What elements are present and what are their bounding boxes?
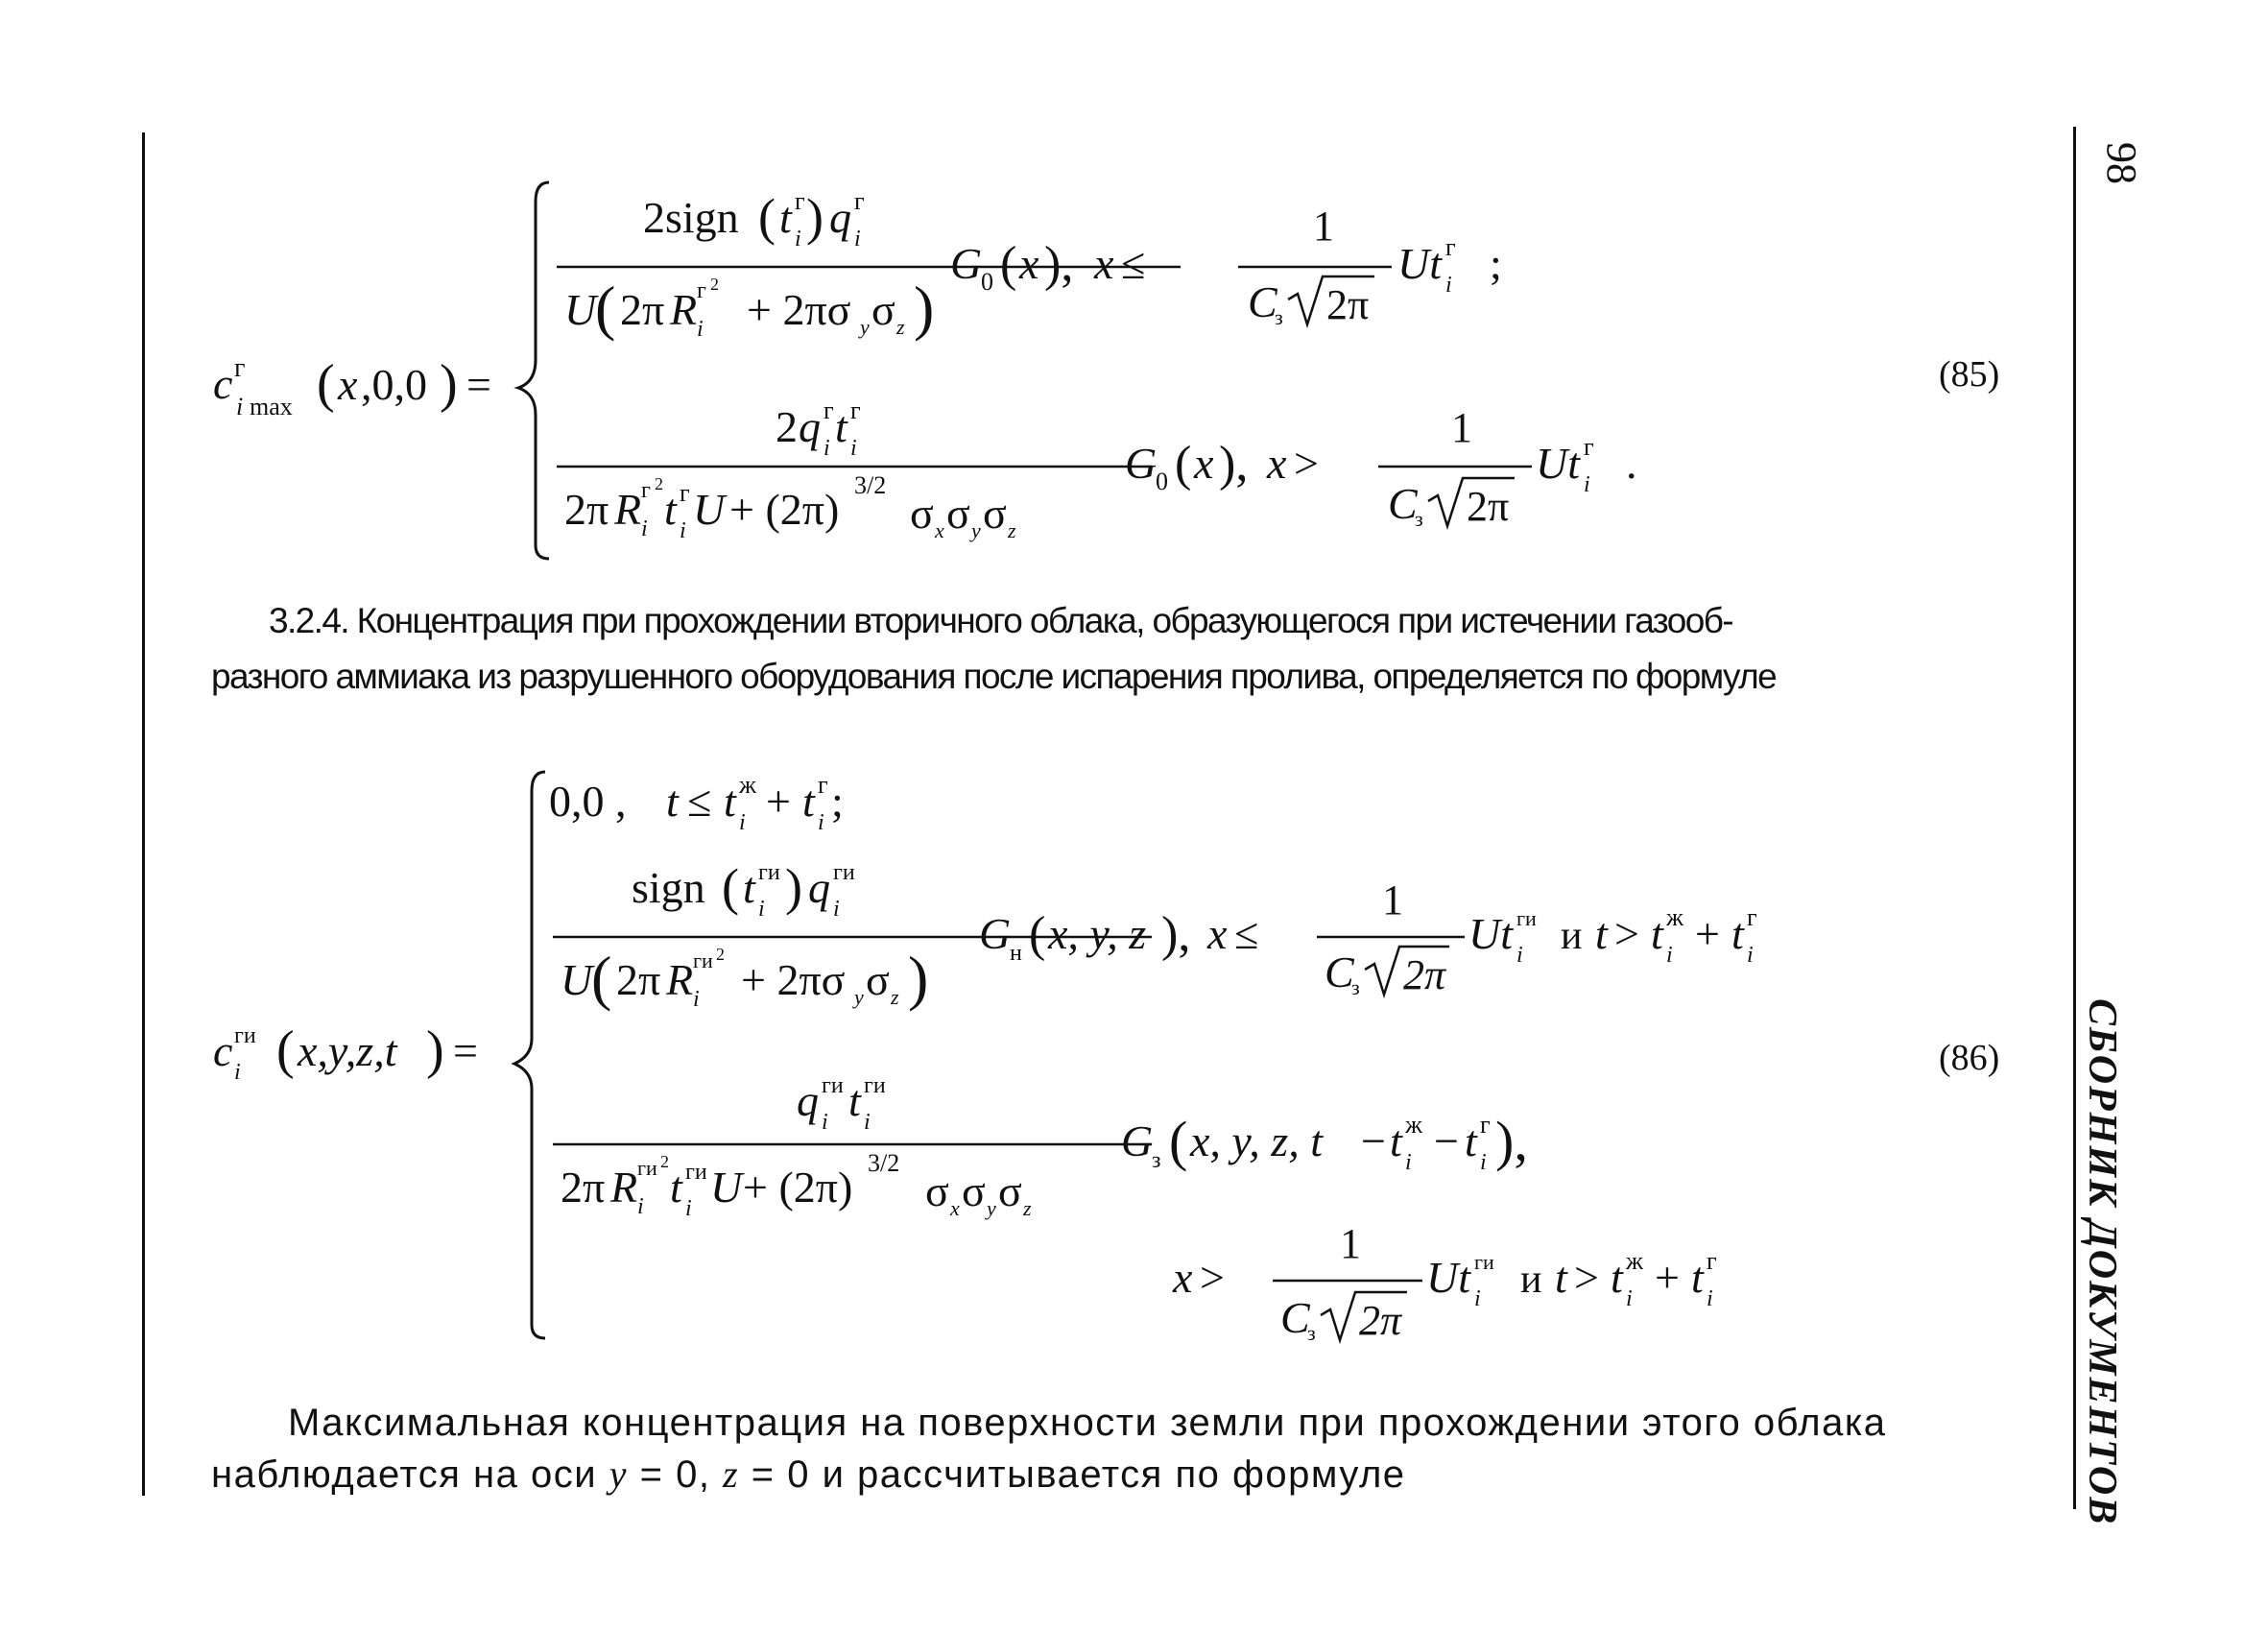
svg-text:i: i [758,897,765,922]
running-head: СБОРНИК ДОКУМЕНТОВ [2080,998,2124,1526]
svg-text:σ: σ [871,285,895,334]
svg-text:3/2: 3/2 [868,1149,900,1177]
svg-text:i: i [818,810,824,835]
svg-text:t: t [802,777,815,826]
svg-text:ги: ги [864,1073,886,1098]
svg-text:): ) [440,354,458,414]
svg-text:Ut: Ut [1397,239,1442,288]
svg-text:i: i [854,227,861,252]
svg-text:1: 1 [1382,876,1403,924]
svg-text:i: i [1666,943,1673,968]
svg-text:t: t [848,1076,861,1125]
svg-text:t: t [724,777,736,826]
svg-text:ги: ги [685,1160,707,1185]
svg-text:t: t [664,485,677,534]
svg-text:y: y [860,315,870,339]
svg-text:R: R [670,285,698,334]
svg-text:2π: 2π [1467,483,1510,530]
svg-text:+ 2πσ: + 2πσ [741,955,846,1004]
svg-text:q: q [797,1076,819,1125]
svg-text:c: c [213,1026,233,1075]
eq85-case1 [557,187,1502,342]
svg-text:2: 2 [776,402,798,451]
svg-text:2π: 2π [620,285,665,334]
svg-text:0: 0 [1156,468,1168,495]
svg-text:ж: ж [1666,903,1683,931]
svg-text:t: t [666,777,679,826]
svg-text:C: C [1388,479,1418,528]
svg-text:+ (2π): + (2π) [729,485,840,534]
svg-text:i: i [680,518,686,543]
svg-text:н: н [1010,941,1022,966]
svg-text:г: г [850,396,861,424]
svg-text:ги: ги [1474,1250,1494,1274]
svg-text:σ: σ [998,1166,1022,1215]
var-y: y [609,1452,628,1496]
svg-text:Ut: Ut [1468,909,1513,958]
svg-text:i: i [641,516,648,541]
svg-text:ги: ги [1516,906,1537,930]
svg-text:i: i [637,1194,644,1219]
svg-text:(: ( [595,274,616,342]
svg-text:ги: ги [693,948,713,972]
svg-text:2π: 2π [616,955,661,1004]
eq86-lhs [213,1020,478,1085]
svg-text:z: z [896,315,905,339]
line2-suffix: и рассчитывается по формуле [809,1453,1406,1496]
eq86-case3-condition [1172,1220,1717,1345]
svg-text:y: y [971,518,981,542]
svg-text:ж: ж [1405,1111,1422,1139]
svg-text:x, y, z, t: x, y, z, t [1190,1116,1323,1165]
line2-prefix: наблюдается на оси [211,1453,609,1496]
svg-text:q: q [799,402,821,451]
svg-text:t: t [779,193,792,242]
svg-text:x: x [1207,909,1228,958]
svg-text:,0,0: ,0,0 [361,360,427,409]
svg-text:2: 2 [660,1152,669,1171]
svg-text:г: г [1747,903,1757,931]
svg-text:(: ( [758,188,776,246]
svg-text:−: − [1434,1116,1459,1165]
svg-text:i: i [1480,1150,1487,1175]
svg-text:q: q [808,863,830,912]
svg-text:i: i [864,1110,871,1135]
svg-text:σ: σ [946,489,970,538]
svg-text:3/2: 3/2 [854,471,887,499]
svg-text:г: г [824,396,834,424]
svg-text:x,y,z,t: x,y,z,t [298,1026,397,1075]
svg-text:),: ), [1161,907,1191,962]
svg-text:ги: ги [833,860,855,885]
svg-text:г: г [697,278,706,303]
svg-text:ги: ги [234,1023,256,1048]
eq-zero-2: = 0 [739,1453,810,1496]
svg-text:г: г [234,353,246,383]
svg-text:>: > [1574,1253,1599,1302]
svg-text:i: i [1445,273,1452,298]
svg-text:ги: ги [822,1073,844,1098]
svg-text:ж: ж [739,771,756,799]
svg-text:i: i [1516,943,1523,968]
svg-text:>: > [1614,909,1639,958]
svg-text:i: i [685,1196,692,1221]
svg-text:1: 1 [1340,1220,1361,1267]
svg-text:max: max [250,393,293,420]
svg-text:з: з [1307,1321,1316,1345]
eq85-lhs [213,353,491,420]
equation-86 [192,758,2016,1354]
paragraph-max-concentration [211,1397,2006,1500]
svg-text:.: . [1626,439,1637,488]
svg-text:i: i [822,1110,828,1135]
svg-text:t: t [1555,1253,1567,1302]
svg-text:t: t [1651,909,1663,958]
svg-text:x: x [935,518,944,542]
svg-text:1: 1 [1313,203,1334,250]
svg-text:C: C [1280,1293,1310,1342]
svg-text:(: ( [1029,907,1046,962]
svg-text:2sign: 2sign [643,193,739,242]
svg-text:x: x [1094,239,1114,288]
svg-text:): ) [785,858,802,916]
svg-text:г: г [1480,1111,1491,1139]
svg-text:Ut: Ut [1536,439,1580,488]
svg-text:U: U [564,285,597,334]
svg-text:x, y, z: x, y, z [1048,909,1147,958]
svg-text:г: г [1584,433,1594,461]
svg-text:sign: sign [632,863,705,912]
svg-text:t: t [1611,1253,1623,1302]
svg-text:>: > [1200,1253,1225,1302]
svg-text:(: ( [317,354,335,414]
svg-text:x: x [338,360,358,409]
svg-text:з: з [1152,1148,1161,1173]
svg-text:G: G [950,239,983,288]
svg-text:г: г [854,187,865,215]
svg-text:),: ), [1219,437,1249,492]
svg-text:y: y [987,1196,996,1220]
svg-text:t: t [670,1163,682,1212]
svg-text:c: c [213,359,233,408]
svg-text:R: R [666,955,694,1004]
svg-text:i: i [1405,1150,1412,1175]
svg-text:i: i [1707,1286,1713,1311]
svg-text:i: i [850,436,857,461]
svg-text:G: G [1125,439,1158,488]
svg-text:;: ; [831,777,844,826]
svg-text:2: 2 [710,275,719,294]
svg-text:ги: ги [637,1156,657,1180]
svg-text:г: г [1707,1247,1717,1275]
svg-text:2π: 2π [561,1163,606,1212]
svg-text:x: x [1194,439,1214,488]
svg-text:Ut: Ut [1426,1253,1470,1302]
svg-text:σ: σ [983,489,1007,538]
svg-text:z: z [891,985,899,1009]
svg-text:≤: ≤ [1234,909,1259,958]
svg-text:з: з [1415,507,1423,531]
svg-text:σ: σ [925,1166,949,1215]
svg-text:i: i [833,897,840,922]
var-z: z [723,1452,740,1496]
svg-text:i: i [693,987,700,1012]
svg-text:+ 2πσ: + 2πσ [747,285,851,334]
eq85-brace [518,182,549,559]
svg-text:i: i [739,810,746,835]
svg-text:г: г [641,478,651,503]
svg-text:г: г [680,479,690,507]
svg-text:ж: ж [1626,1247,1643,1275]
svg-text:t: t [835,402,848,451]
svg-text:г: г [795,187,805,215]
svg-text:x: x [1173,1253,1193,1302]
svg-text:0: 0 [981,268,993,296]
svg-text:(: ( [1175,437,1192,492]
svg-text:>: > [1294,439,1319,488]
svg-text:(: ( [1169,1110,1188,1172]
svg-text:x: x [950,1196,960,1220]
eq85-case2 [557,396,1637,543]
svg-text:t: t [1465,1116,1477,1165]
svg-text:): ) [806,188,824,246]
svg-text:2π: 2π [1403,951,1446,998]
eq-zero-1: = 0, [627,1453,724,1496]
svg-text:г: г [818,771,828,799]
svg-text:2π: 2π [564,485,609,534]
svg-text:0,0 ,: 0,0 , [549,777,627,826]
svg-text:U: U [693,485,726,534]
paragraph-max-concentration-line2 [211,1449,2006,1500]
svg-text:σ: σ [910,489,934,538]
svg-text:z: z [1023,1196,1032,1220]
svg-text:i: i [236,393,244,420]
svg-text:≤: ≤ [687,777,712,826]
svg-text:(: ( [276,1020,295,1080]
svg-text:R: R [610,1163,638,1212]
svg-text:i: i [697,317,704,342]
svg-text:x: x [1267,439,1287,488]
svg-text:(: ( [722,858,739,916]
svg-text:з: з [1275,305,1283,329]
eq86-case2 [553,858,1757,1012]
svg-text:y: y [854,985,864,1009]
svg-text:): ) [426,1020,444,1080]
svg-text:t: t [1390,1116,1402,1165]
paragraph-3-2-4 [211,593,2006,705]
svg-text:=: = [453,1026,478,1075]
svg-text:2π: 2π [1359,1297,1402,1344]
svg-text:ги: ги [758,860,780,885]
svg-text:−: − [1361,1116,1386,1165]
svg-text:;: ; [1490,239,1502,288]
eq86-case1 [549,771,844,835]
svg-text:з: з [1351,975,1360,999]
svg-text:i: i [824,436,830,461]
svg-text:+: + [1695,909,1720,958]
equation-85-number: (85) [1939,354,2000,395]
svg-text:t: t [1595,909,1608,958]
svg-text:),: ), [1495,1110,1528,1172]
svg-text:1: 1 [1451,404,1472,451]
page-number: 98 [2098,142,2145,184]
svg-text:G: G [979,909,1012,958]
svg-text:+: + [1655,1253,1680,1302]
svg-text:t: t [1691,1253,1704,1302]
svg-text:≤: ≤ [1121,239,1146,288]
svg-text:i: i [1584,472,1590,497]
svg-text:z: z [1008,518,1016,542]
svg-text:t: t [743,863,755,912]
svg-text:2: 2 [716,945,725,964]
paragraph-3-2-4-line1: 3.2.4. Концентрация при прохождении вторичного облака, образующегося при истечении газооб- [269,601,1733,640]
svg-text:R: R [614,485,642,534]
svg-text:i: i [795,227,801,252]
svg-text:(: ( [1000,237,1017,292]
svg-text:t: t [1731,909,1744,958]
paragraph-3-2-4-line2: разного аммиака из разрушенного оборудования после испарения пролива, определяется по формуле [211,657,1777,696]
svg-text:x: x [1019,239,1039,288]
svg-text:(: ( [591,944,612,1012]
paragraph-max-concentration-line1: Максимальная концентрация на поверхности земли при прохождении этого облака [288,1402,1887,1444]
svg-text:),: ), [1044,237,1074,292]
svg-text:=: = [466,360,491,409]
equation-85 [192,163,2016,566]
svg-text:): ) [914,274,935,342]
svg-text:σ: σ [962,1166,986,1215]
svg-text:i: i [1626,1286,1633,1311]
svg-text:г: г [1445,233,1456,261]
svg-text:U: U [710,1163,743,1212]
svg-text:i: i [1474,1286,1481,1311]
equation-86-number: (86) [1939,1038,2000,1078]
svg-text:i: i [234,1060,241,1085]
svg-text:и: и [1520,1258,1542,1302]
svg-text:и: и [1561,914,1583,958]
svg-text:+ (2π): + (2π) [743,1163,853,1212]
svg-text:q: q [829,193,851,242]
svg-text:C: C [1325,948,1354,996]
eq86-case3 [553,1073,1528,1221]
svg-text:2: 2 [655,474,663,493]
svg-text:2π: 2π [1326,281,1370,328]
left-margin-rule [142,132,145,1496]
svg-text:σ: σ [866,955,890,1004]
svg-text:i: i [1747,943,1754,968]
svg-text:): ) [908,944,929,1012]
svg-text:U: U [561,955,593,1004]
svg-text:C: C [1248,277,1277,326]
eq86-brace [514,772,545,1338]
svg-text:G: G [1121,1116,1154,1165]
svg-text:+: + [766,777,791,826]
